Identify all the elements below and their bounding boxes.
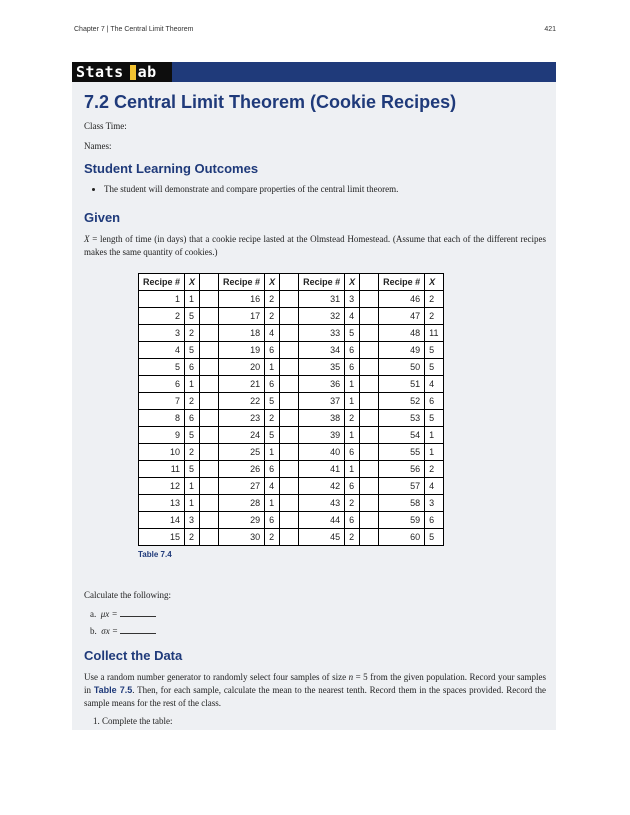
table-cell: 19 xyxy=(219,342,265,359)
table-cell xyxy=(280,478,299,495)
table-cell xyxy=(360,478,379,495)
table-cell: 58 xyxy=(379,495,425,512)
table-header-cell: X xyxy=(345,274,360,291)
table-header-row xyxy=(139,274,444,291)
table-cell: 51 xyxy=(379,376,425,393)
table-cell: 2 xyxy=(265,308,280,325)
table-cell: 6 xyxy=(185,359,200,376)
page-number: 421 xyxy=(544,26,556,33)
table-row xyxy=(139,308,444,325)
table-cell xyxy=(280,376,299,393)
table-cell: 2 xyxy=(139,308,185,325)
calculate-marker: b. xyxy=(90,626,97,636)
logo-bar-icon xyxy=(130,65,136,80)
table-cell xyxy=(360,308,379,325)
table-cell: 20 xyxy=(219,359,265,376)
table-cell: 4 xyxy=(265,478,280,495)
table-cell: 15 xyxy=(139,529,185,546)
table-cell: 2 xyxy=(345,495,360,512)
table-header-cell xyxy=(280,274,299,291)
table-cell xyxy=(200,495,219,512)
table-row xyxy=(139,359,444,376)
given-description: = length of time (in days) that a cookie recipe lasted at the Olmstead Homestead. (Assume that each of the different recipes makes the same quantity of cookies.) xyxy=(84,234,546,257)
table-cell: 5 xyxy=(265,427,280,444)
table-cell xyxy=(280,444,299,461)
table-cell: 1 xyxy=(345,393,360,410)
table-cell: 5 xyxy=(425,359,443,376)
table-cell: 46 xyxy=(379,291,425,308)
table-cell: 35 xyxy=(299,359,345,376)
table-cell xyxy=(360,427,379,444)
table-cell: 1 xyxy=(185,495,200,512)
table-header-cell: Recipe # xyxy=(139,274,185,291)
table-cell: 39 xyxy=(299,427,345,444)
table-cell: 2 xyxy=(185,444,200,461)
table-cell: 8 xyxy=(139,410,185,427)
outcomes-heading: Student Learning Outcomes xyxy=(84,161,259,176)
table-cell: 2 xyxy=(345,529,360,546)
table-cell: 3 xyxy=(185,512,200,529)
table-cell: 48 xyxy=(379,325,425,342)
given-heading: Given xyxy=(84,210,121,225)
table-cell: 2 xyxy=(265,410,280,427)
table-cell xyxy=(200,478,219,495)
table-cell: 3 xyxy=(345,291,360,308)
table-cell: 6 xyxy=(265,512,280,529)
table-row xyxy=(139,393,444,410)
table-cell: 2 xyxy=(265,291,280,308)
table-cell: 6 xyxy=(265,342,280,359)
table-cell xyxy=(360,359,379,376)
sigma-expression: σx = xyxy=(101,626,119,636)
names-field: Names: xyxy=(84,141,112,151)
table-cell xyxy=(360,410,379,427)
table-cell: 2 xyxy=(185,529,200,546)
table-cell xyxy=(280,529,299,546)
table-row xyxy=(139,325,444,342)
table-cell: 5 xyxy=(185,427,200,444)
collect-step-1: 1. Complete the table: xyxy=(102,716,546,726)
table-cell: 11 xyxy=(425,325,443,342)
table-cell xyxy=(280,512,299,529)
table-cell xyxy=(360,376,379,393)
table-cell: 1 xyxy=(265,359,280,376)
table-cell xyxy=(280,308,299,325)
table-cell: 3 xyxy=(139,325,185,342)
table-cell xyxy=(200,444,219,461)
table-cell: 42 xyxy=(299,478,345,495)
table-cell xyxy=(360,529,379,546)
table-cell xyxy=(200,342,219,359)
table-cell: 6 xyxy=(345,342,360,359)
table-cell xyxy=(200,359,219,376)
table-cell: 2 xyxy=(425,308,443,325)
table-cell: 5 xyxy=(425,342,443,359)
table-cell: 40 xyxy=(299,444,345,461)
table-cell xyxy=(200,308,219,325)
table-cell: 22 xyxy=(219,393,265,410)
table-cell: 47 xyxy=(379,308,425,325)
calculate-list xyxy=(84,608,546,636)
table-cell xyxy=(360,495,379,512)
table-cell: 5 xyxy=(185,461,200,478)
table-cell: 12 xyxy=(139,478,185,495)
table-cell: 6 xyxy=(345,359,360,376)
stats-lab-banner xyxy=(72,62,556,82)
page-title: 7.2 Central Limit Theorem (Cookie Recipes) xyxy=(84,92,457,112)
table-header-cell xyxy=(360,274,379,291)
table-row xyxy=(139,342,444,359)
table-cell: 11 xyxy=(139,461,185,478)
table-row xyxy=(139,495,444,512)
collect-steps xyxy=(84,716,546,726)
table-cell: 9 xyxy=(139,427,185,444)
table-cell xyxy=(280,393,299,410)
mu-expression: μx = xyxy=(100,609,118,619)
logo-text-stats: Stats xyxy=(76,63,124,81)
table-cell: 5 xyxy=(185,342,200,359)
table-cell xyxy=(280,359,299,376)
table-cell xyxy=(200,512,219,529)
table-cell: 2 xyxy=(185,393,200,410)
table-cell xyxy=(360,291,379,308)
outcome-item: • The student will demonstrate and compare properties of the central limit theorem. xyxy=(104,184,546,194)
table-row xyxy=(139,444,444,461)
table-cell: 43 xyxy=(299,495,345,512)
table-row xyxy=(139,410,444,427)
table-cell: 32 xyxy=(299,308,345,325)
table-cell xyxy=(280,342,299,359)
table-7-5-link[interactable]: Table 7.5 xyxy=(93,685,133,695)
table-cell xyxy=(200,461,219,478)
table-cell: 6 xyxy=(345,444,360,461)
table-caption: Table 7.4 xyxy=(138,550,172,559)
table-cell: 24 xyxy=(219,427,265,444)
table-cell: 29 xyxy=(219,512,265,529)
table-cell: 17 xyxy=(219,308,265,325)
table-cell: 59 xyxy=(379,512,425,529)
table-cell: 34 xyxy=(299,342,345,359)
table-cell: 52 xyxy=(379,393,425,410)
table-cell: 41 xyxy=(299,461,345,478)
class-time-field: Class Time: xyxy=(84,121,127,131)
table-cell: 1 xyxy=(185,376,200,393)
table-cell: 1 xyxy=(265,495,280,512)
table-cell: 5 xyxy=(265,393,280,410)
running-head xyxy=(74,26,556,33)
n-variable: n xyxy=(348,672,354,682)
table-cell: 55 xyxy=(379,444,425,461)
table-cell xyxy=(200,291,219,308)
answer-blank[interactable] xyxy=(120,608,156,617)
table-cell: 50 xyxy=(379,359,425,376)
collect-heading: Collect the Data xyxy=(84,648,183,663)
recipe-data-table xyxy=(138,273,444,546)
given-text xyxy=(84,233,546,259)
table-cell xyxy=(280,325,299,342)
x-variable: X xyxy=(84,234,90,244)
table-cell: 16 xyxy=(219,291,265,308)
table-cell: 45 xyxy=(299,529,345,546)
table-cell: 1 xyxy=(185,478,200,495)
table-cell: 5 xyxy=(139,359,185,376)
table-cell: 44 xyxy=(299,512,345,529)
table-cell: 38 xyxy=(299,410,345,427)
table-cell: 1 xyxy=(185,291,200,308)
table-cell: 6 xyxy=(185,410,200,427)
table-cell: 6 xyxy=(265,376,280,393)
table-row xyxy=(139,427,444,444)
table-cell xyxy=(280,495,299,512)
table-cell: 1 xyxy=(425,427,443,444)
table-cell: 3 xyxy=(425,495,443,512)
table-cell xyxy=(200,427,219,444)
table-cell: 2 xyxy=(265,529,280,546)
calculate-item-a xyxy=(90,608,546,619)
table-cell xyxy=(280,461,299,478)
table-cell: 33 xyxy=(299,325,345,342)
table-cell: 4 xyxy=(265,325,280,342)
table-cell: 1 xyxy=(425,444,443,461)
table-cell: 2 xyxy=(185,325,200,342)
table-cell: 4 xyxy=(425,376,443,393)
table-cell: 27 xyxy=(219,478,265,495)
table-cell: 2 xyxy=(425,461,443,478)
collect-text xyxy=(84,671,546,710)
table-cell: 23 xyxy=(219,410,265,427)
table-cell: 25 xyxy=(219,444,265,461)
table-cell: 1 xyxy=(345,376,360,393)
table-cell: 5 xyxy=(345,325,360,342)
collect-text-1: Use a random number generator to randomly select four samples of size xyxy=(84,672,349,682)
table-header-cell: Recipe # xyxy=(299,274,345,291)
table-cell: 36 xyxy=(299,376,345,393)
table-header-cell: X xyxy=(425,274,443,291)
table-cell: 1 xyxy=(345,461,360,478)
stats-lab-logo xyxy=(72,62,172,82)
table-cell xyxy=(360,461,379,478)
table-row xyxy=(139,291,444,308)
table-cell: 18 xyxy=(219,325,265,342)
table-cell: 53 xyxy=(379,410,425,427)
table-cell: 1 xyxy=(265,444,280,461)
table-cell xyxy=(200,325,219,342)
table-cell: 26 xyxy=(219,461,265,478)
table-header-cell: Recipe # xyxy=(219,274,265,291)
answer-blank[interactable] xyxy=(120,625,156,634)
table-cell: 10 xyxy=(139,444,185,461)
table-cell xyxy=(360,393,379,410)
table-cell: 1 xyxy=(139,291,185,308)
table-header-cell: X xyxy=(265,274,280,291)
logo-text-ab: ab xyxy=(137,63,157,81)
table-cell: 2 xyxy=(425,291,443,308)
table-cell: 5 xyxy=(425,410,443,427)
table-cell xyxy=(360,444,379,461)
table-cell xyxy=(280,427,299,444)
table-cell xyxy=(360,342,379,359)
table-row xyxy=(139,461,444,478)
table-cell: 6 xyxy=(425,512,443,529)
table-cell: 2 xyxy=(345,410,360,427)
calculate-marker: a. xyxy=(90,609,97,619)
table-cell: 28 xyxy=(219,495,265,512)
table-cell: 7 xyxy=(139,393,185,410)
collect-text-3: . Then, for each sample, calculate the mean to the nearest tenth. Record them in the spaces provided. Record the sample means for the rest of the class. xyxy=(84,685,546,708)
table-cell xyxy=(360,512,379,529)
chapter-title: Chapter 7 | The Central Limit Theorem xyxy=(74,26,194,33)
table-cell: 6 xyxy=(345,512,360,529)
table-header-cell: X xyxy=(185,274,200,291)
table-cell: 56 xyxy=(379,461,425,478)
table-row xyxy=(139,512,444,529)
table-header-cell xyxy=(200,274,219,291)
table-cell: 5 xyxy=(425,529,443,546)
table-row xyxy=(139,376,444,393)
table-cell: 6 xyxy=(425,393,443,410)
table-cell: 30 xyxy=(219,529,265,546)
table-cell: 6 xyxy=(265,461,280,478)
table-cell: 4 xyxy=(139,342,185,359)
calculate-item-b xyxy=(90,625,546,636)
table-cell: 4 xyxy=(345,308,360,325)
table-cell: 5 xyxy=(185,308,200,325)
table-row xyxy=(139,478,444,495)
table-cell: 6 xyxy=(345,478,360,495)
table-cell xyxy=(200,529,219,546)
table-cell: 54 xyxy=(379,427,425,444)
lab-content xyxy=(72,82,556,730)
table-cell xyxy=(200,376,219,393)
table-cell: 31 xyxy=(299,291,345,308)
table-cell: 60 xyxy=(379,529,425,546)
table-cell: 6 xyxy=(139,376,185,393)
table-cell: 13 xyxy=(139,495,185,512)
table-cell: 4 xyxy=(425,478,443,495)
table-cell: 21 xyxy=(219,376,265,393)
table-cell: 1 xyxy=(345,427,360,444)
table-cell xyxy=(200,410,219,427)
table-cell xyxy=(280,410,299,427)
table-header-cell: Recipe # xyxy=(379,274,425,291)
outcomes-list xyxy=(84,184,546,194)
table-cell xyxy=(280,291,299,308)
table-cell xyxy=(360,325,379,342)
table-cell: 57 xyxy=(379,478,425,495)
table-cell: 49 xyxy=(379,342,425,359)
table-cell xyxy=(200,393,219,410)
calculate-intro: Calculate the following: xyxy=(84,590,171,600)
collect-text-2: = 5 from the given population. Record your samples in xyxy=(84,672,546,695)
table-cell: 14 xyxy=(139,512,185,529)
table-row xyxy=(139,529,444,546)
table-body xyxy=(139,291,444,546)
table-cell: 37 xyxy=(299,393,345,410)
